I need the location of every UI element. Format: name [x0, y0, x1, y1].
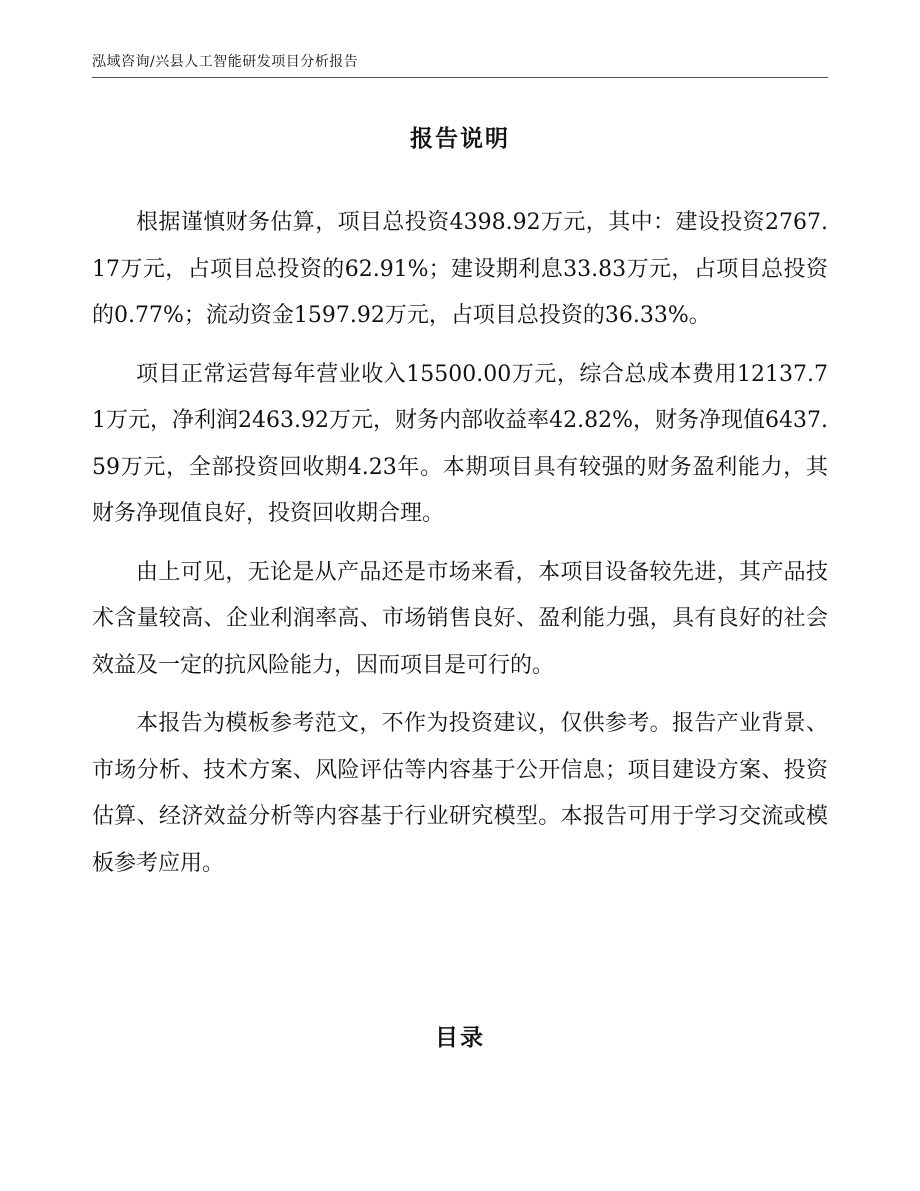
paragraph-investment: 根据谨慎财务估算，项目总投资4398.92万元，其中：建设投资2767.17万元，占项目总投资的62.91%；建设期利息33.83万元，占项目总投资的0.77%；流动资金1597.92万元，占项目总投资的36.33%。 — [92, 210, 828, 328]
report-body — [92, 200, 828, 899]
running-header: 泓域咨询/兴县人工智能研发项目分析报告 — [92, 54, 359, 70]
toc-title: 目录 — [435, 1025, 485, 1051]
header-divider — [92, 77, 828, 78]
paragraph-financials: 项目正常运营每年营业收入15500.00万元，综合总成本费用12137.71万元，净利润2463.92万元，财务内部收益率42.82%，财务净现值6437.59万元，全部投资回收期4.23年。本期项目具有较强的财务盈利能力，其财务净现值良好，投资回收期合理。 — [92, 361, 828, 526]
paragraph-feasibility: 由上可见，无论是从产品还是市场来看，本项目设备较先进，其产品技术含量较高、企业利润率高、市场销售良好、盈利能力强，具有良好的社会效益及一定的抗风险能力，因而项目是可行的。 — [92, 559, 828, 678]
section-title: 报告说明 — [410, 126, 510, 152]
paragraph-disclaimer: 本报告为模板参考范文，不作为投资建议，仅供参考。报告产业背景、市场分析、技术方案、风险评估等内容基于公开信息；项目建设方案、投资估算、经济效益分析等内容基于行业研究模型。本报告可用于学习交流或模板参考应用。 — [92, 711, 828, 876]
